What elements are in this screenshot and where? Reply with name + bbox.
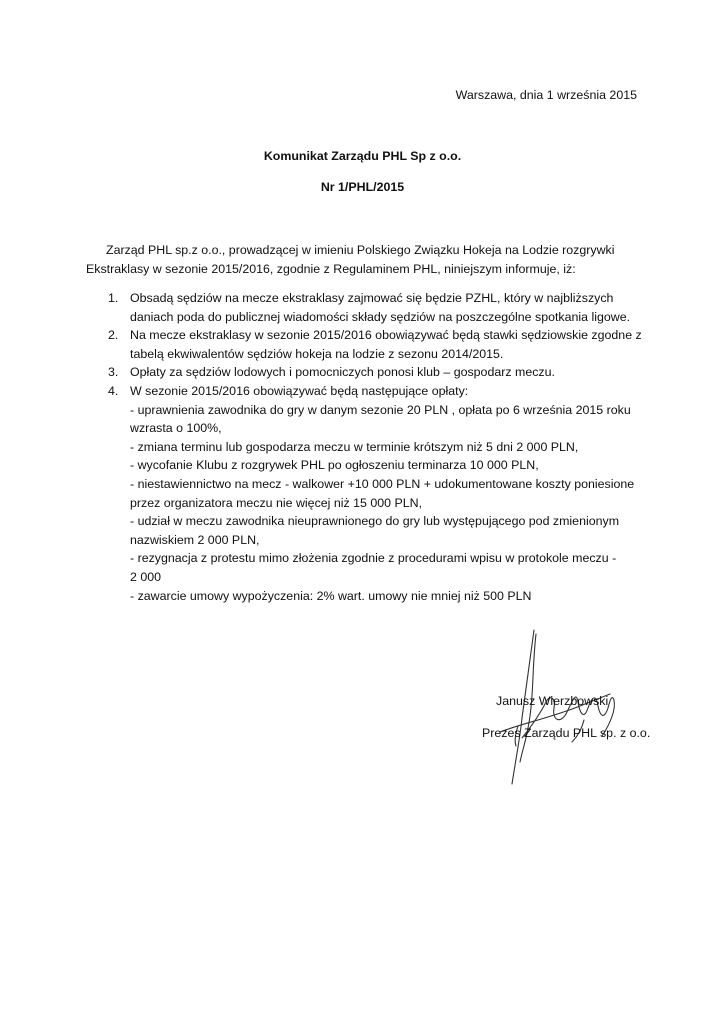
intro-paragraph — [86, 241, 646, 278]
list-number: 4. — [108, 383, 119, 398]
list-number: 3. — [108, 365, 119, 380]
fee-line: 2 000 — [130, 569, 162, 584]
list-line: tabelą ekwiwalentów sędziów hokeja na lodzie z sezonu 2014/2015. — [130, 346, 504, 361]
list-item-3 — [108, 363, 648, 382]
signatory-name: Janusz Wierzbowski — [496, 694, 609, 708]
fee-line: - niestawiennictwo na mecz - walkower +10 000 PLN + udokumentowane koszty poniesione — [130, 476, 635, 491]
fee-line: - zawarcie umowy wypożyczenia: 2% wart. umowy nie mniej niż 500 PLN — [130, 588, 532, 603]
fee-line: - rezygnacja z protestu mimo złożenia zgodnie z procedurami wpisu w protokole meczu - — [130, 551, 617, 566]
list-number: 2. — [108, 328, 119, 343]
fee-line: - wycofanie Klubu z rozgrywek PHL po ogłoszeniu terminarza 10 000 PLN, — [130, 458, 539, 473]
signatory-title: Prezes Zarządu PHL sp. z o.o. — [482, 726, 651, 740]
fee-line: nazwiskiem 2 000 PLN, — [130, 532, 260, 547]
list-line: daniach poda do publicznej wiadomości składy sędziów na poszczególne spotkania ligowe. — [130, 309, 631, 324]
document-title: Komunikat Zarządu PHL Sp z o.o. — [263, 149, 462, 163]
intro-line: Ekstraklasy w sezonie 2015/2016, zgodnie z Regulaminem PHL, niniejszym informuje, iż: — [86, 261, 576, 276]
fee-line: wzrasta o 100%, — [130, 421, 222, 436]
list-item-4 — [108, 382, 648, 605]
intro-line: Zarząd PHL sp.z o.o., prowadzącej w imieniu Polskiego Związku Hokeja na Lodzie rozgrywki — [106, 243, 615, 257]
numbered-list — [108, 289, 648, 605]
fee-line: - udział w meczu zawodnika nieuprawnionego do gry lub występującego pod zmienionym — [130, 514, 620, 529]
date-line: Warszawa, dnia 1 września 2015 — [455, 88, 637, 102]
list-number: 1. — [108, 291, 119, 305]
list-line: Obsadą sędziów na mecze ekstraklasy zajmować się będzie PZHL, który w najbliższych — [130, 291, 614, 305]
fee-line: przez organizatora meczu nie więcej niż 15 000 PLN, — [130, 495, 423, 510]
list-item-2 — [108, 326, 648, 363]
list-line: Opłaty za sędziów lodowych i pomocniczych ponosi klub – gospodarz meczu. — [130, 365, 555, 380]
list-line: W sezonie 2015/2016 obowiązywać będą następujące opłaty: — [130, 383, 469, 398]
list-item-1 — [108, 289, 648, 326]
list-line: Na mecze ekstraklasy w sezonie 2015/2016 obowiązywać będą stawki sędziowskie zgodne z — [130, 328, 642, 343]
document-number: Nr 1/PHL/2015 — [320, 180, 405, 194]
fee-line: - uprawnienia zawodnika do gry w danym sezonie 20 PLN , opłata po 6 września 2015 roku — [130, 402, 631, 417]
fee-line: - zmiana terminu lub gospodarza meczu w terminie krótszym niż 5 dni 2 000 PLN, — [130, 439, 579, 454]
